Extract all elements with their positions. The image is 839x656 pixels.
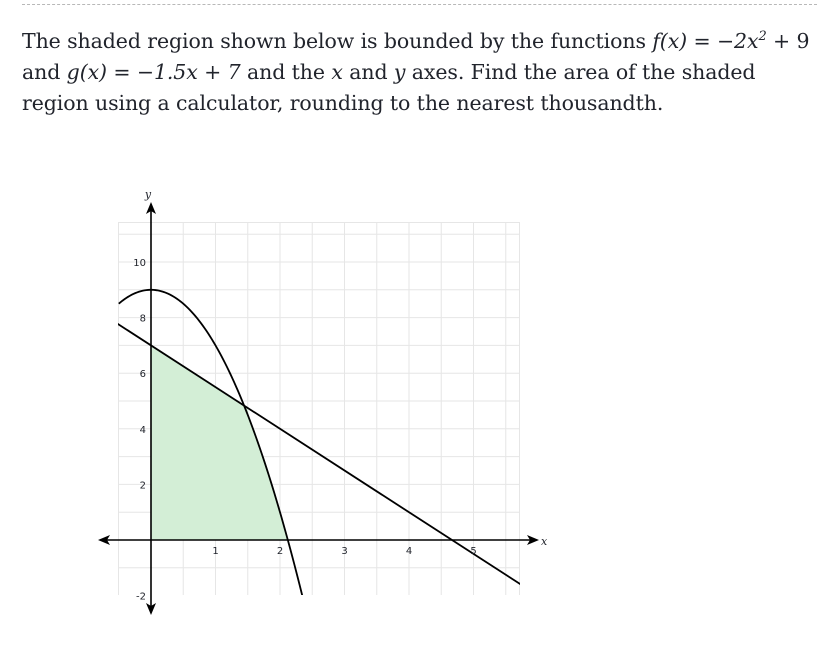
problem-text-5: axes. Find the area of the shaded region using a calculator, rounding to the nearest thousandth. (22, 60, 756, 115)
var-y: y (393, 60, 406, 84)
x-axis-label: x (541, 535, 548, 548)
y-tick-label: 4 (139, 424, 146, 436)
x-tick-label: 2 (276, 546, 284, 557)
var-x: x (331, 60, 343, 84)
y-tick-label: -2 (136, 591, 146, 603)
g-definition: g(x) = −1.5x + 7 (66, 60, 241, 84)
x-tick-label: 5 (470, 546, 477, 557)
problem-text-4: and (342, 60, 394, 84)
shaded-region (151, 345, 288, 540)
f-definition: $f(x) = -2x^2 + 9$ (652, 29, 810, 53)
problem-text-1: The shaded region shown below is bounded by the functions (22, 29, 653, 53)
x-tick-label: 1 (212, 546, 219, 557)
problem-text-3: and the (240, 60, 332, 84)
y-axis-label: y (144, 188, 152, 201)
y-tick-label: 6 (139, 369, 146, 381)
x-tick-label: 3 (341, 546, 348, 557)
y-tick-label: 8 (139, 313, 146, 325)
x-tick-label: 4 (405, 546, 413, 557)
shaded-region-layer (151, 345, 288, 540)
problem-text-2: and (22, 60, 67, 84)
y-tick-label: 10 (133, 258, 146, 269)
y-tick-label: 2 (139, 480, 146, 492)
